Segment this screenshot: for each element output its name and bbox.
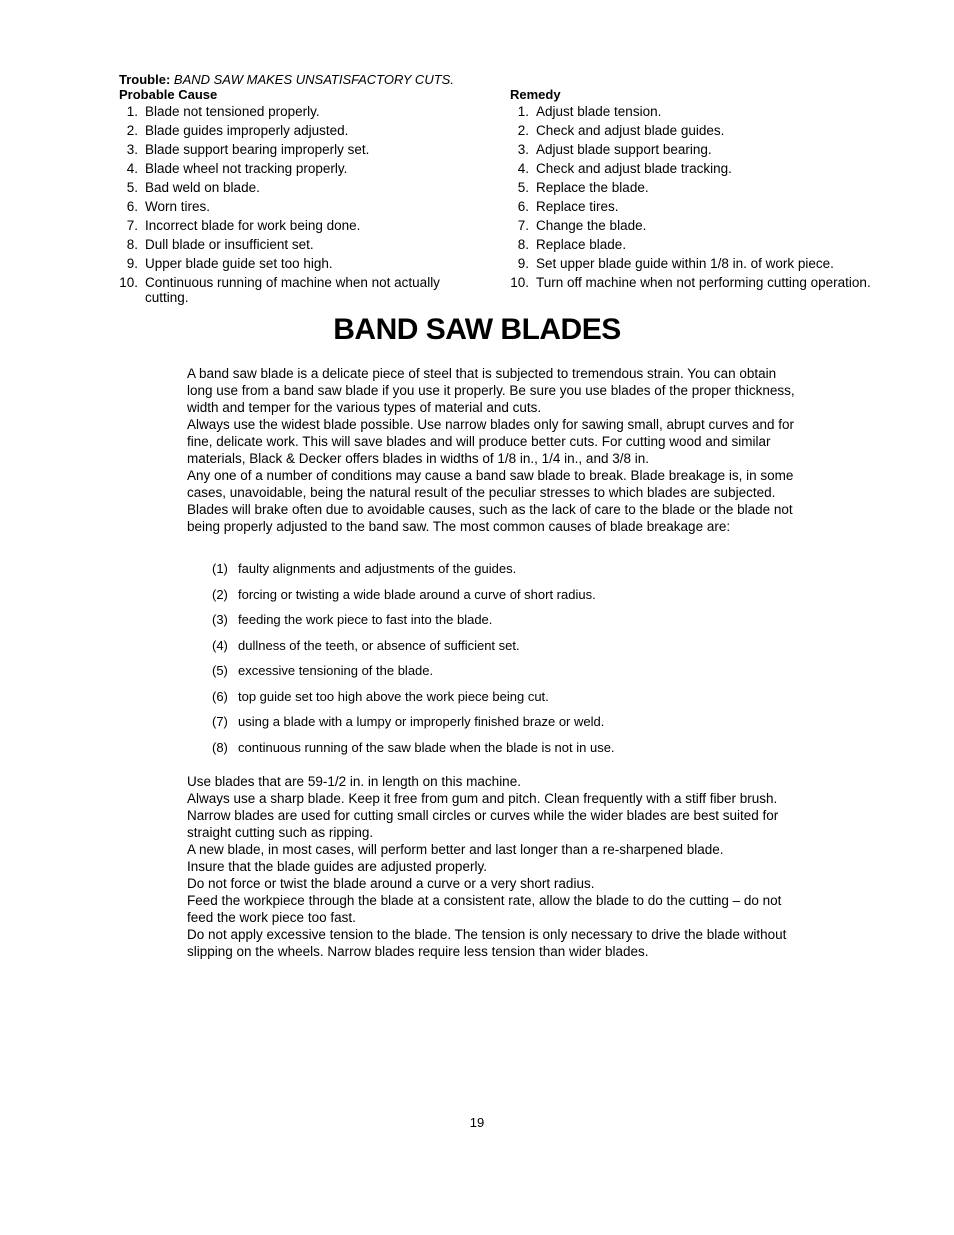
list-number: 2. xyxy=(517,123,529,138)
tip-paragraph: Use blades that are 59-1/2 in. in length on this machine. xyxy=(187,774,521,789)
breakage-cause-item xyxy=(212,586,615,612)
tip-paragraph: A new blade, in most cases, will perform better and last longer than a re-sharpened blade. xyxy=(187,842,724,857)
cause-number: (1) xyxy=(212,561,228,576)
list-number: 5. xyxy=(126,180,138,195)
list-text: Replace the blade. xyxy=(536,180,649,195)
list-number: 9. xyxy=(517,256,529,271)
list-text: Blade support bearing improperly set. xyxy=(145,142,370,157)
trouble-heading xyxy=(119,72,454,87)
tip-paragraph: Always use a sharp blade. Keep it free from gum and pitch. Clean frequently with a stiff fiber brush. xyxy=(187,791,778,806)
cause-text: top guide set too high above the work piece being cut. xyxy=(238,688,549,704)
remedy-item xyxy=(510,199,880,214)
remedy-item xyxy=(510,218,880,233)
intro-paragraph: Any one of a number of conditions may cause a band saw blade to break. Blade breakage is, in some cases, unavoidable, being the natural result of the peculiar stresses to which blades are subjected. Blades will brake often due to avoidable causes, such as the lack of care to the blade or the blade not being properly adjusted to the band saw. The most common causes of blade breakage are: xyxy=(187,468,794,534)
list-number: 4. xyxy=(126,161,138,176)
list-number: 7. xyxy=(126,218,138,233)
trouble-label: Trouble: xyxy=(119,72,171,87)
intro-text xyxy=(187,365,802,535)
cause-number: (5) xyxy=(212,663,228,678)
list-number: 2. xyxy=(126,123,138,138)
list-text: Change the blade. xyxy=(536,218,647,233)
cause-text: feeding the work piece to fast into the blade. xyxy=(238,612,493,627)
list-text: Dull blade or insufficient set. xyxy=(145,237,314,252)
list-text: Check and adjust blade guides. xyxy=(536,123,725,138)
remedy-item xyxy=(510,142,880,157)
remedy-item xyxy=(510,237,880,252)
list-text: Turn off machine when not performing cutting operation. xyxy=(536,275,871,290)
remedy-item xyxy=(510,104,880,119)
cause-text: continuous running of the saw blade when the blade is not in use. xyxy=(238,739,615,755)
list-text: Incorrect blade for work being done. xyxy=(145,218,361,233)
breakage-cause-item xyxy=(212,637,615,663)
list-number: 10. xyxy=(510,275,529,290)
page-number: 19 xyxy=(469,1115,485,1130)
list-number: 3. xyxy=(517,142,529,157)
remedy-list xyxy=(510,104,880,294)
list-number: 5. xyxy=(517,180,529,195)
list-text: Set upper blade guide within 1/8 in. of work piece. xyxy=(536,256,834,271)
list-number: 10. xyxy=(119,275,138,290)
probable-cause-item xyxy=(119,275,479,305)
probable-cause-item xyxy=(119,256,479,271)
breakage-cause-item xyxy=(212,611,615,637)
tip-paragraph: Narrow blades are used for cutting small circles or curves while the wider blades are best suited for straight cutting such as ripping. xyxy=(187,808,779,840)
cause-text: forcing or twisting a wide blade around a curve of short radius. xyxy=(238,586,596,602)
list-text: Adjust blade support bearing. xyxy=(536,142,712,157)
list-number: 6. xyxy=(517,199,529,214)
list-text: Check and adjust blade tracking. xyxy=(536,161,732,176)
intro-paragraph: A band saw blade is a delicate piece of steel that is subjected to tremendous strain. You can obtain long use from a band saw blade if you use it properly. Be sure you use blades of the proper thickness, width and temper for the various types of material and cuts. xyxy=(187,366,795,415)
probable-cause-item xyxy=(119,180,479,195)
probable-cause-item xyxy=(119,237,479,252)
tips-text xyxy=(187,773,802,960)
tip-paragraph: Do not apply excessive tension to the blade. The tension is only necessary to drive the blade without slipping on the wheels. Narrow blades require less tension than wider blades. xyxy=(187,927,787,959)
tip-paragraph: Do not force or twist the blade around a curve or a very short radius. xyxy=(187,876,595,891)
intro-paragraph: Always use the widest blade possible. Use narrow blades only for sawing small, abrupt curves and for fine, delicate work. This will save blades and will produce better cuts. For cutting wood and similar materials, Black & Decker offers blades in widths of 1/8 in., 1/4 in., and 3/8 in. xyxy=(187,417,795,466)
remedy-item xyxy=(510,275,880,290)
list-text: Replace blade. xyxy=(536,237,627,252)
list-number: 9. xyxy=(126,256,138,271)
list-number: 8. xyxy=(517,237,529,252)
remedy-item xyxy=(510,123,880,138)
breakage-cause-item xyxy=(212,713,615,739)
list-text: Replace tires. xyxy=(536,199,619,214)
list-number: 1. xyxy=(126,104,138,119)
list-text: Upper blade guide set too high. xyxy=(145,256,333,271)
cause-number: (8) xyxy=(212,739,228,755)
breakage-cause-item xyxy=(212,560,615,586)
list-text: Blade guides improperly adjusted. xyxy=(145,123,349,138)
list-number: 7. xyxy=(517,218,529,233)
list-text: Worn tires. xyxy=(145,199,211,214)
probable-cause-item xyxy=(119,123,479,138)
remedy-item xyxy=(510,180,880,195)
list-text: Blade wheel not tracking properly. xyxy=(145,161,348,176)
probable-cause-item xyxy=(119,218,479,233)
section-title: BAND SAW BLADES xyxy=(333,313,621,346)
cause-number: (6) xyxy=(212,688,228,704)
probable-cause-item xyxy=(119,161,479,176)
trouble-text: BAND SAW MAKES UNSATISFACTORY CUTS. xyxy=(173,72,454,87)
cause-text: faulty alignments and adjustments of the guides. xyxy=(238,561,517,576)
probable-cause-item xyxy=(119,199,479,214)
breakage-cause-item xyxy=(212,739,615,765)
probable-cause-item xyxy=(119,104,479,119)
breakage-cause-item xyxy=(212,688,615,714)
list-text: Continuous running of machine when not actually cutting. xyxy=(145,275,440,305)
remedy-item xyxy=(510,256,880,271)
list-number: 6. xyxy=(126,199,138,214)
probable-cause-item xyxy=(119,142,479,157)
tip-paragraph: Feed the workpiece through the blade at a consistent rate, allow the blade to do the cutting – do not feed the work piece too fast. xyxy=(187,893,782,925)
cause-number: (2) xyxy=(212,586,228,602)
breakage-cause-item xyxy=(212,662,615,688)
probable-cause-heading: Probable Cause xyxy=(119,87,218,102)
cause-text: using a blade with a lumpy or improperly finished braze or weld. xyxy=(238,714,605,729)
list-text: Bad weld on blade. xyxy=(145,180,260,195)
list-number: 8. xyxy=(126,237,138,252)
breakage-causes-list xyxy=(212,560,615,764)
tip-paragraph: Insure that the blade guides are adjusted properly. xyxy=(187,859,487,874)
cause-number: (4) xyxy=(212,637,228,653)
list-number: 3. xyxy=(126,142,138,157)
cause-number: (7) xyxy=(212,714,228,729)
remedy-item xyxy=(510,161,880,176)
probable-cause-list xyxy=(119,104,479,309)
list-number: 4. xyxy=(517,161,529,176)
remedy-heading: Remedy xyxy=(510,87,561,102)
list-text: Adjust blade tension. xyxy=(536,104,662,119)
cause-text: excessive tensioning of the blade. xyxy=(238,663,434,678)
list-number: 1. xyxy=(517,104,529,119)
cause-number: (3) xyxy=(212,612,228,627)
cause-text: dullness of the teeth, or absence of sufficient set. xyxy=(238,637,520,653)
list-text: Blade not tensioned properly. xyxy=(145,104,320,119)
